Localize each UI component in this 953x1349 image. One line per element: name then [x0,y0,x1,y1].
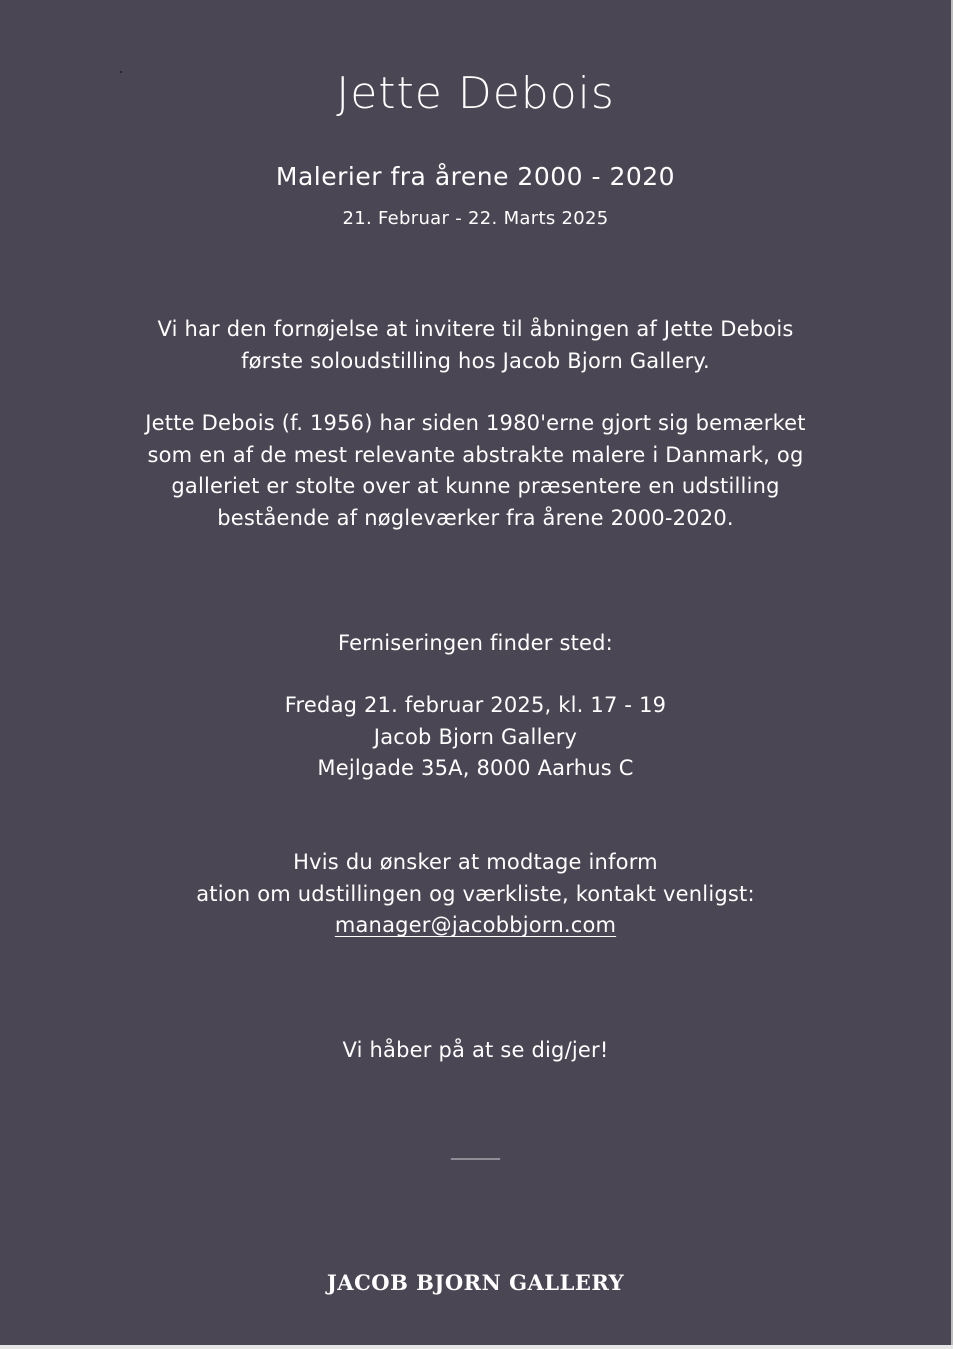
opening-heading: Ferniseringen finder sted: [338,631,613,655]
bio-line: Jette Debois (f. 1956) har siden 1980'erne gjort sig bemærket [145,411,806,435]
separator-line: _______ [451,1144,500,1160]
closing-text: Vi håber på at se dig/jer! [342,1038,609,1062]
opening-details [0,690,951,785]
contact-email-link[interactable]: manager@jacobbjorn.com [334,913,617,937]
gallery-logo-text: JACOB BJORN GALLERY [326,1270,625,1295]
artist-title: Jette Debois [336,68,615,119]
contact-line: Hvis du ønsker at modtage inform [293,850,658,874]
opening-venue: Jacob Bjorn Gallery [373,724,578,749]
page-edge-bottom [0,1345,953,1349]
opening-date-time: Fredag 21. februar 2025, kl. 17 - 19 [284,693,667,717]
intro-line: Vi har den fornøjelse at invitere til åbningen af Jette Debois [157,317,794,341]
exhibition-subtitle: Malerier fra årene 2000 - 2020 [275,162,676,191]
intro-paragraph [0,314,951,377]
contact-email-line [0,910,951,942]
bio-line: som en af de mest relevante abstrakte malere i Danmark, og [147,442,804,467]
bio-line: bestående af nøgleværker fra årene 2000-2020. [217,505,734,530]
opening-address: Mejlgade 35A, 8000 Aarhus C [317,756,634,780]
exhibition-dates: 21. Februar - 22. Marts 2025 [342,208,609,229]
contact-paragraph [0,847,951,942]
contact-line: ation om udstillingen og værkliste, kontakt venligst: [196,881,755,906]
bio-line: galleriet er stolte over at kunne præsentere en udstilling [171,474,780,498]
intro-line: første soloudstilling hos Jacob Bjorn Gallery. [241,348,710,373]
bio-paragraph [0,408,951,534]
